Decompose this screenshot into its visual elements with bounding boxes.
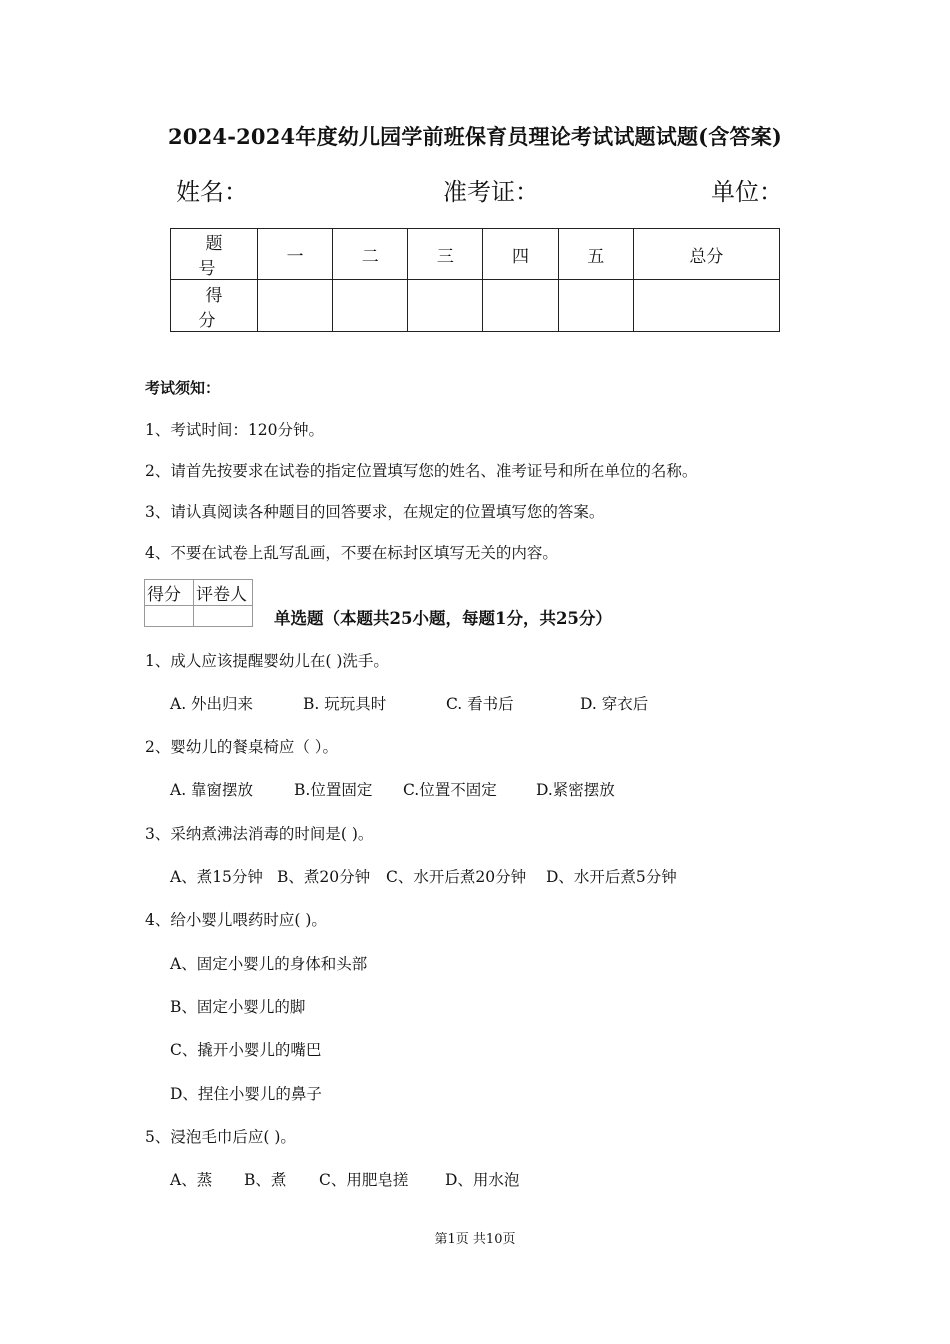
option-a[interactable]: A、煮15分钟 xyxy=(170,868,263,886)
notice-item: 1、考试时间：120分钟。 xyxy=(145,421,324,439)
option-b[interactable]: B、固定小婴儿的脚 xyxy=(170,998,306,1016)
option-d[interactable]: D、用水泡 xyxy=(445,1171,520,1189)
option-d[interactable]: D、捏住小婴儿的鼻子 xyxy=(170,1085,322,1103)
option-d[interactable]: D. 穿衣后 xyxy=(580,695,649,713)
score-table-header-cell: 四 xyxy=(483,229,558,280)
notice-item: 2、请首先按要求在试卷的指定位置填写您的姓名、准考证号和所在单位的名称。 xyxy=(145,462,698,480)
option-c[interactable]: C、撬开小婴儿的嘴巴 xyxy=(170,1041,322,1059)
score-input-cell[interactable] xyxy=(483,280,558,332)
grader-score-label: 得分 xyxy=(145,580,194,606)
option-c[interactable]: C.位置不固定 xyxy=(403,781,497,799)
grader-reviewer-cell[interactable] xyxy=(194,606,253,627)
score-input-cell[interactable] xyxy=(558,280,633,332)
score-table-header-cell: 题 号 xyxy=(171,229,258,280)
option-d[interactable]: D.紧密摆放 xyxy=(536,781,615,799)
score-table-header-row xyxy=(171,229,780,280)
score-input-cell[interactable] xyxy=(408,280,483,332)
option-a[interactable]: A、固定小婴儿的身体和头部 xyxy=(170,955,368,973)
question-text: 1、成人应该提醒婴幼儿在( )洗手。 xyxy=(145,652,389,670)
page-footer: 第1页 共10页 xyxy=(434,1232,516,1247)
notice-heading: 考试须知： xyxy=(145,379,221,397)
score-table-header-cell: 五 xyxy=(558,229,633,280)
name-field-label: 姓名： xyxy=(176,178,248,206)
grader-score-cell[interactable] xyxy=(145,606,194,627)
question-text: 4、给小婴儿喂药时应( )。 xyxy=(145,911,327,929)
score-table-score-row xyxy=(171,280,780,332)
option-c[interactable]: C、水开后煮20分钟 xyxy=(386,868,527,886)
option-a[interactable]: A. 靠窗摆放 xyxy=(170,781,254,799)
option-c[interactable]: C. 看书后 xyxy=(446,695,514,713)
option-a[interactable]: A. 外出归来 xyxy=(170,695,254,713)
score-input-cell[interactable] xyxy=(258,280,333,332)
option-c[interactable]: C、用肥皂搓 xyxy=(319,1171,409,1189)
unit-field-label: 单位： xyxy=(711,178,783,206)
grader-box xyxy=(144,579,253,627)
score-table xyxy=(170,228,780,332)
notice-item: 4、不要在试卷上乱写乱画，不要在标封区填写无关的内容。 xyxy=(145,544,558,562)
score-row-label: 得 分 xyxy=(171,280,258,332)
score-table-header-cell: 三 xyxy=(408,229,483,280)
section-title: 单选题（本题共25小题，每题1分，共25分） xyxy=(274,609,612,628)
score-table-header-cell: 二 xyxy=(333,229,408,280)
question-text: 2、婴幼儿的餐桌椅应（ ）。 xyxy=(145,738,339,756)
score-table-header-cell: 总分 xyxy=(633,229,779,280)
option-b[interactable]: B.位置固定 xyxy=(294,781,373,799)
option-b[interactable]: B、煮 xyxy=(244,1171,287,1189)
option-b[interactable]: B、煮20分钟 xyxy=(277,868,371,886)
score-table-header-cell: 一 xyxy=(258,229,333,280)
notice-item: 3、请认真阅读各种题目的回答要求，在规定的位置填写您的答案。 xyxy=(145,503,605,521)
question-text: 3、采纳煮沸法消毒的时间是( )。 xyxy=(145,825,374,843)
question-text: 5、浸泡毛巾后应( )。 xyxy=(145,1128,296,1146)
page-title: 2024-2024年度幼儿园学前班保育员理论考试试题试题(含答案) xyxy=(167,124,783,149)
option-d[interactable]: D、水开后煮5分钟 xyxy=(546,868,677,886)
option-a[interactable]: A、蒸 xyxy=(170,1171,213,1189)
exam-id-field-label: 准考证： xyxy=(443,178,539,206)
score-input-cell[interactable] xyxy=(633,280,779,332)
option-b[interactable]: B. 玩玩具时 xyxy=(303,695,387,713)
grader-reviewer-label: 评卷人 xyxy=(194,580,253,606)
score-input-cell[interactable] xyxy=(333,280,408,332)
